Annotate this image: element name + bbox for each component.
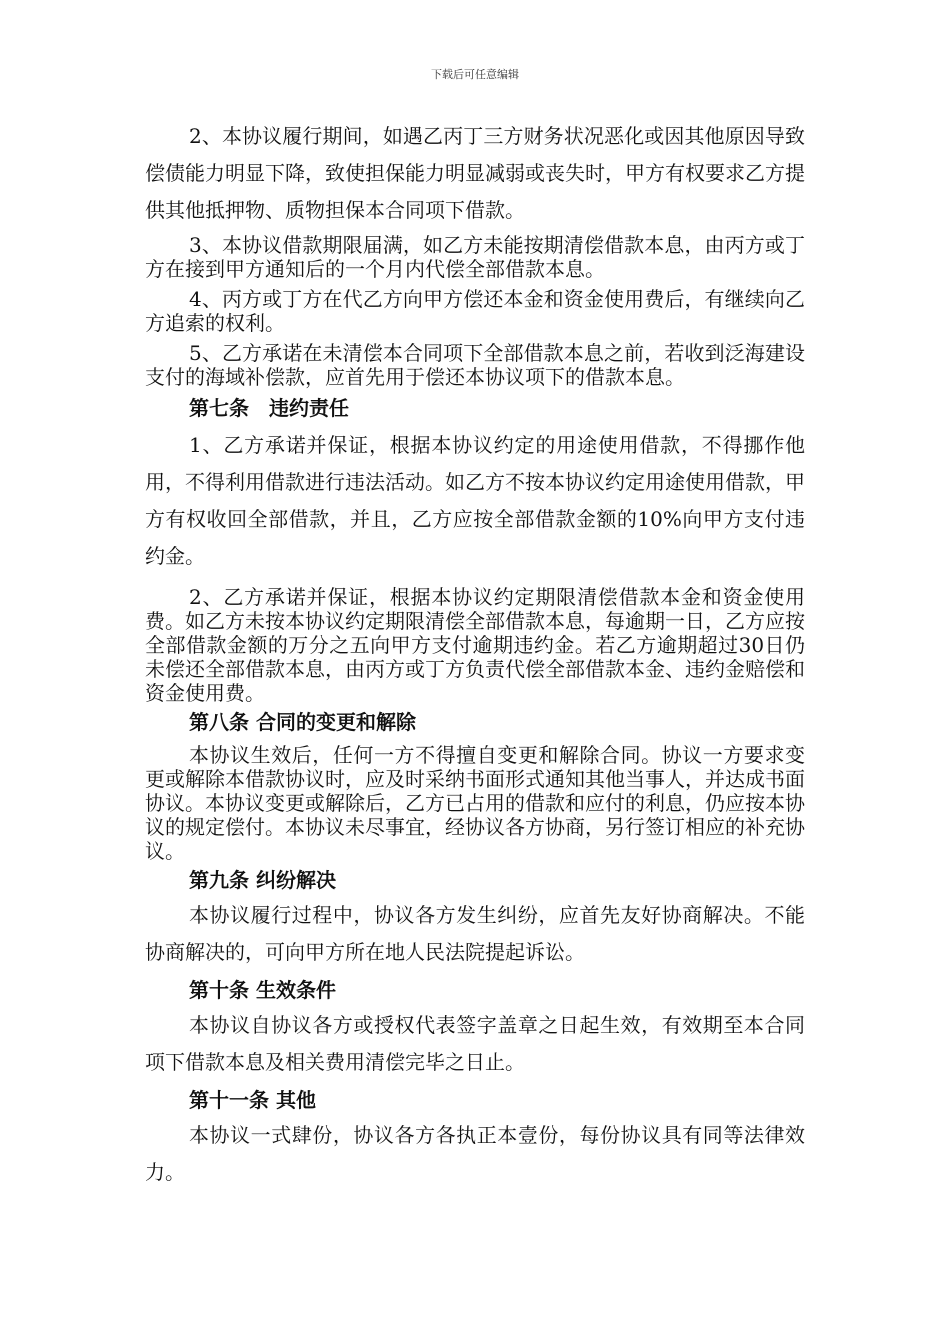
paragraph-effectiveness: 本协议自协议各方或授权代表签字盖章之日起生效，有效期至本合同项下借款本息及相关费用清偿完毕之日止。 <box>145 1013 805 1074</box>
paragraph-breach-1: 1、乙方承诺并保证，根据本协议约定的用途使用借款，不得挪作他用，不得利用借款进行违法活动。如乙方不按本协议约定用途使用借款，甲方有权收回全部借款，并且，乙方应按全部借款金额的10%向甲方支付违约金。 <box>145 433 805 568</box>
page-header: 下载后可任意编辑 <box>431 68 519 81</box>
paragraph-dispute: 本协议履行过程中，协议各方发生纠纷，应首先友好协商解决。不能协商解决的，可向甲方所在地人民法院提起诉讼。 <box>145 903 805 964</box>
paragraph-guarantee-5: 5、乙方承诺在未清偿本合同项下全部借款本息之前，若收到泛海建设支付的海域补偿款，应首先用于偿还本协议项下的借款本息。 <box>145 341 805 389</box>
document-body <box>145 118 805 1191</box>
paragraph-guarantee-2: 2、本协议履行期间，如遇乙丙丁三方财务状况恶化或因其他原因导致偿债能力明显下降，致使担保能力明显减弱或丧失时，甲方有权要求乙方提供其他抵押物、质物担保本合同项下借款。 <box>145 124 805 222</box>
paragraph-other: 本协议一式肆份，协议各方各执正本壹份，每份协议具有同等法律效力。 <box>145 1123 805 1184</box>
paragraph-guarantee-4: 4、丙方或丁方在代乙方向甲方偿还本金和资金使用费后，有继续向乙方追索的权利。 <box>145 287 805 335</box>
paragraph-amendment: 本协议生效后，任何一方不得擅自变更和解除合同。协议一方要求变更或解除本借款协议时，应及时采纳书面形式通知其他当事人，并达成书面协议。本协议变更或解除后，乙方已占用的借款和应付的利息，仍应按本协议的规定偿付。本协议未尽事宜，经协议各方协商，另行签订相应的补充协议。 <box>145 743 805 863</box>
paragraph-breach-2: 2、乙方承诺并保证，根据本协议约定期限清偿借款本金和资金使用费。如乙方未按本协议约定期限清偿全部借款本息，每逾期一日，乙方应按全部借款金额的万分之五向甲方支付逾期违约金。若乙方逾期超过30日仍未偿还全部借款本息，由丙方或丁方负责代偿全部借款本金、违约金赔偿和资金使用费。 <box>145 585 805 705</box>
section-heading-10: 第十条 生效条件 <box>189 978 336 1002</box>
section-heading-8: 第八条 合同的变更和解除 <box>189 710 416 734</box>
section-heading-7: 第七条 违约责任 <box>189 396 349 420</box>
paragraph-guarantee-3: 3、本协议借款期限届满，如乙方未能按期清偿借款本息，由丙方或丁方在接到甲方通知后的一个月内代偿全部借款本息。 <box>145 233 805 281</box>
section-heading-9: 第九条 纠纷解决 <box>189 868 336 892</box>
section-heading-11: 第十一条 其他 <box>189 1088 316 1112</box>
